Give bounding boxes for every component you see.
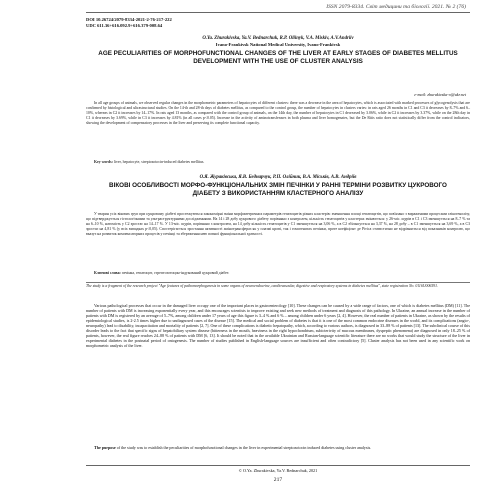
- keywords-text-ua: печiнка, гепатоцит, стрептозотоцин-iндукований цукровий дiабет.: [121, 271, 230, 275]
- authors-en: O.Ya. Zhurakivska, Ya.V. Bednarchuk, R.P. Oliinyk, V.A. Miskiv, A.V.Andriiv: [202, 36, 354, 41]
- abstract-ua: У тварин усiх вiкових груп при цукровому дiабетi простежуються закономiрнi змiни морфометричних параметрiв гепатоцитiв рiзних кластерiв: зменшення площi гепатоцитiв, що пов'язано з вираженими процесами глiкогенолiзу, що пiдтверджується гiстологiчними та ультраструктурними дослiдженнями. На 14 i 28 добу цукрового дiабету порiвняно з контролем, кiлькiсть гепатоцитiв у кластерах змiнюється: у 26-мiс. щурiв в С1 i С3 зменшується на 8–7 % та на 6–10 %, натомiсть у С2 зростає на 14–17 %. У 13-мiс. щурiв, порiвняно з контролем, на 14 добу кiлькiсть гепатоцитiв у С1 зменшується на 3,06 %, а в С2 збiльшується на 3,37 %, на 28 добу – в С1 зменшується на 3,69 %, а в С3 зростає на 4,81 % (у всiх випадках p<0,05). Спостерiгається зростання активностi амiнотрансфераз як у плазмi кровi, так i гомогенатах печiнки, проте коефiцiєнт де Рiтiса статистично не вiдрiзняється вiд показникiв контролю, що вказує на розвиток компенсаторних процесiв у печiнцi та збереження нею повної функцiональної здатностi.: [86, 212, 470, 236]
- paper-title-en: AGE PECULIARITIES OF MORPHOFUNCTIONAL CHANGES OF THE LIVER AT EARLY STAGES OF DIABETES MELLITUS DEVELOPMENT WITH THE USE OF CLUSTER ANALYSIS: [98, 50, 458, 65]
- study-note: The study is a fragment of the research project "Age features of pathomorphogenesis in some organs of neuroendocrine, cardiovascular, digestive and respiratory systems in diabetes mellitus", state registration No. 0116U006591.: [86, 284, 470, 289]
- footer-divider: [86, 465, 470, 466]
- paper-title-ua: ВIКОВI ОСОБЛИВОСТI МОРФО-ФУНКЦIОНАЛЬНИХ ЗМIН ПЕЧIНКИ У РАННI ТЕРМIНИ РОЗВИТКУ ЦУКРОВОГО ДIАБЕТУ З ВИКОРИСТАННЯМ КЛАСТЕРНОГО АНАЛIЗУ: [109, 182, 447, 197]
- purpose-label: The purpose: [94, 445, 116, 450]
- keywords-label-ua: Ключовi слова:: [94, 271, 121, 275]
- body-paragraph: Various pathological processes that occur in the damaged liver occupy one of the important places in gastroenterology [10]. These changes can be caused by a wide range of factors, one of which is diabetes mellitus (DM) [11]. The number of patients with DM is increasing exponentially every year, and this encourages scientists to improve existing and seek new methods of treatment and diagnosis of this pathology. In Ukraine, an annual increase in the number of patients with DM is registered by an average of 5–7%, among children under 17 years of age this figure is 3–4 % and 6 % – among children under 6 years [2, 4]. However, the real number of patients in Ukraine, as shown by the results of epidemiological studies, is 2-2.5 times higher due to undiagnosed cases of the disease [15]. The medical and social problem of diabetes is that it is one of the most common endocrine diseases in the world, and its complications (angio-, neuropathy) lead to disability, incapacitation and mortality of patients [2, 7]. One of these complications is diabetic hepatopathy, which, according to various authors, is diagnosed in 33–88 % of patients [13]. The subclinical course of this disorder leads to the fact that specific signs of hepatobiliary system disease (bitterness in the mouth, heaviness in the right hypochondrium, subicterivity of mucous membranes, dyspeptic phenomena) are diagnosed in only 18–25 % of patients, however, the real figure reaches 24–88 % of patients with DM [6, 13]. It should be noted that in the available Ukrainian and Russian-language scientific literature there are no works that would study the structure of the liver in experimental diabetes in the postnatal period of ontogenesis. The number of studies published in English-language sources are insufficient and often contradictory [5]. Cluster analysis has not been used in any scientific work on morphometric analysis of the liver.: [86, 303, 470, 349]
- keywords-label: Key words:: [94, 160, 113, 164]
- keywords-ua: [86, 271, 470, 276]
- header-divider: [86, 12, 470, 13]
- keywords-text: liver, hepatocyte, streptozotocin-induced diabetes mellitus.: [113, 160, 205, 164]
- authors-ua: О.Я. Журакiвська, Я.В. Беднарчук, Р.П. Олiйник, В.А. Мiськiв, А.В. Андрiїв: [199, 175, 357, 180]
- purpose-text: of the study was to establish the peculiarities of morphofunctional changes in the liver in experimental streptozotocin induced diabetes using cluster analysis.: [116, 445, 372, 450]
- affiliation-en: Ivano-Frankivsk National Medical University, Ivano-Frankivsk: [215, 42, 341, 47]
- page-number: 217: [273, 477, 283, 483]
- journal-header: ISSN 2079-8334. Світ медицини та біології. 2021. № 2 (76): [326, 4, 466, 10]
- contact-email: e-mail: zhurakivska-o@ukr.net: [414, 92, 466, 97]
- abstract-en: In all age groups of animals, we observed regular changes in the morphometric parameters of hepatocytes of different clusters: there was a decrease in the area of hepatocytes, which is associated with marked processes of glycogenolysis that are confirmed by histological and ultrastructural studies. On the 14-th and 28-th days of diabetes mellitus, as compared to the control group, the number of hepatocytes in clusters varies: in rats aged 26 months in C1 and C3 it decreases by 8–7% and 6–10%, whereas in C2 it increases by 14–17%. In rats aged 13 months, as compared with the control group of animals, on the 14th day, the number of hepatocytes in C1 decreased by 3.06%, while in C2 it increases by 3.37%, while on the 28th day in C1 it decreases by 3.69%, while in C3 it increases by 4.81% (in all cases p<0.05). Increase in the activity of aminotransferases in both plasma and liver homogenates, but the De Ritis ratio does not statistically differ from the control indicators, showing the development of compensatory processes in the liver and preserving its complete functional capacity.: [86, 101, 470, 125]
- doi: DOI 10.26724/2079-8334-2021-2-76-217-222: [86, 17, 172, 22]
- copyright: © O.Ya. Zhurakivska, Ya.V. Bednarchuk, 2021: [238, 468, 318, 473]
- keywords-en: [86, 160, 470, 165]
- purpose-paragraph: [86, 445, 470, 450]
- udc: UDC 611.36+616.092.9+616.379-008.64: [86, 23, 163, 28]
